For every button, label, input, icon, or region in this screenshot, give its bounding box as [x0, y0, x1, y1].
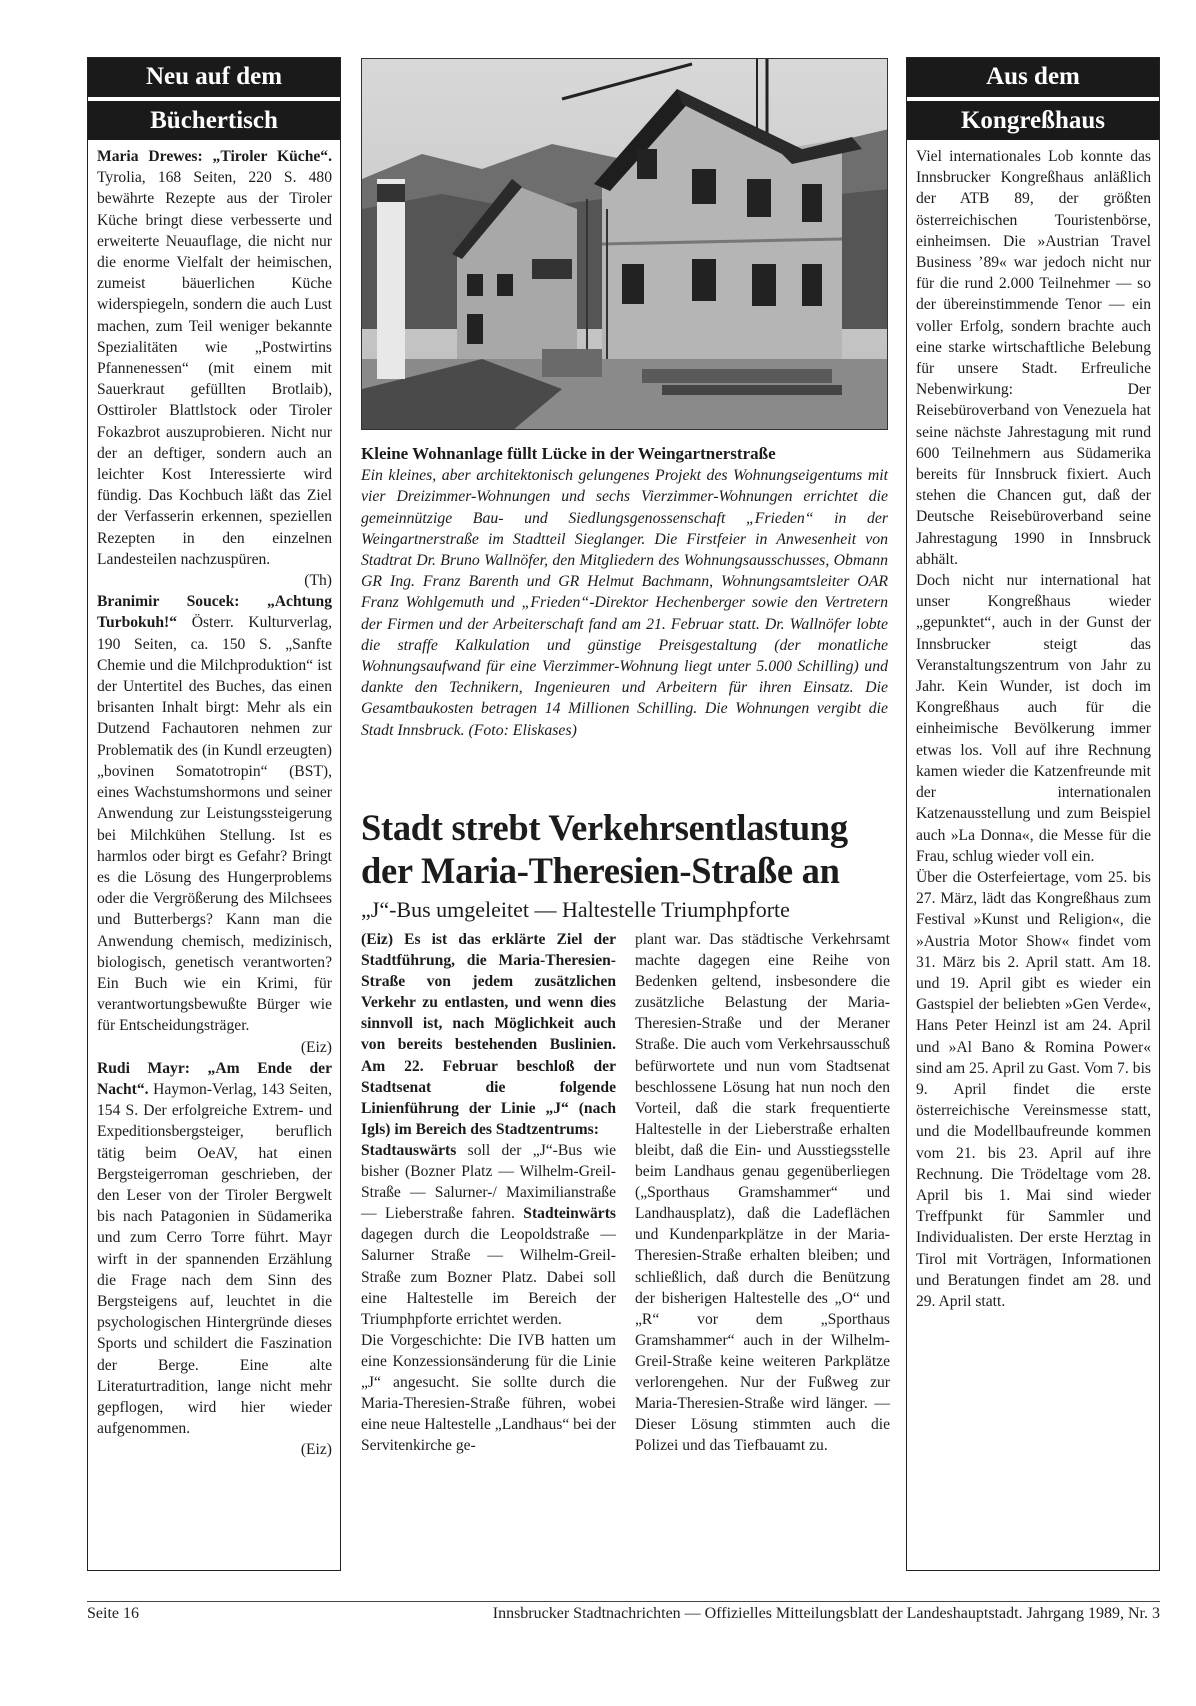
headline-title [361, 806, 888, 892]
kongresshaus-title-line2: Kongreßhaus [960, 107, 1106, 134]
review-lead: Maria Drewes: „Tiroler Küche“. [97, 148, 332, 165]
article-paragraph: plant war. Das städtische Verkehrsamt machte dagegen eine Reihe von Bedenken geltend, insbesondere die zusätzliche Belastung der Maria-Theresien-Straße und der Meraner Straße. Die auch vom Verkehrsausschuß befürwortete und nun vom Stadtsenat beschlossene Lösung hat nun noch den Vorteil, daß die stark frequentierte Haltestelle in der Lieberstraße erhalten bleibt, daß die Ein- und Ausstiegsstelle beim Landhaus genau gegenüberliegen („Sporthaus Gramshammer“ und Landhausplatz), daß die Ladeflächen und Kundenparkplätze in der Maria-Theresien-Straße erhalten bleiben; und schließlich, daß durch die Benützung der bisherigen Haltestelle des „O“ und „R“ vor dem „Sporthaus Gramshammer“ auch in der Wilhelm-Greil-Straße keine weiteren Parkplätze verlorengehen. Nur der Fußweg zur Maria-Theresien-Straße wird länger. — Dieser Lösung stimmten auch die Polizei und das Tiefbauamt zu. [635, 931, 890, 1455]
kongresshaus-header [907, 58, 1159, 140]
review-signature: (Th) [304, 572, 332, 590]
outbound-text: soll der „J“-Bus wie bisher (Bozner Platz — Wilhelm-Greil-Straße — Salurner-/ Maximilianstraße — Lieberstraße fahren. [361, 1141, 616, 1223]
direction-outbound: Stadtauswärts [361, 1141, 457, 1159]
inbound-text: dagegen durch die Leopoldstraße — Salurner Straße — Wilhelm-Greil-Straße zum Bozner Platz. Dabei soll eine Haltestelle im Bereich der Triumphpforte errichtet werden. [361, 1226, 616, 1328]
book-reviews-body [88, 140, 340, 1461]
kongresshaus-title-line1: Aus dem [986, 63, 1080, 90]
article-paragraph: Die Vorgeschichte: Die IVB hatten um eine Konzessionsänderung für die Linie „J“ angesucht. Sie sollte durch die Maria-Theresien-Straße führen, wobei eine neue Haltestelle „Landhaus“ bei der Servitenkirche ge- [361, 1331, 617, 1455]
book-reviews-header [88, 58, 340, 140]
publication-info: Innsbrucker Stadtnachrichten — Offizielles Mitteilungsblatt der Landeshauptstadt. Jahrgang 1989, Nr. 3 [492, 1605, 1160, 1622]
article-paragraph [361, 1140, 616, 1330]
caption-text: Ein kleines, aber architektonisch gelungenes Projekt des Wohnungseigentums mit vier Dreizimmer-Wohnungen und sechs Vierzimmer-Wohnungen errichtet die gemeinnützige Bau- und Siedlungsgenossenschaft „Frieden“ in der Weingartnerstraße im Stadtteil Sieglanger. Die Firstfeier in Anwesenheit von Stadtrat Dr. Bruno Wallnöfer, den Mitgliedern des Wohnungsausschusses, Obmann GR Ing. Franz Barenth und GR Helmut Bachmann, Wohnungsamtsleiter OAR Franz Wohlgemuth und „Frieden“-Direktor Hechenberger sowie den Vertretern der Firmen und der Arbeiterschaft fand am 21. Februar statt. Dr. Wallnöfer lobte die straffe Kalkulation und günstige Preisgestaltung (der monatliche Wohnungsaufwand für eine Vierzimmer-Wohnung liegt unter 5.000 Schilling) und dankte den Technikern, Ingenieuren und Arbeitern für ihren Einsatz. Die Gesamtbaukosten betragen 14 Millionen Schilling. Die Wohnungen vergibt die Stadt Innsbruck. (Foto: Eliskases) [361, 467, 888, 739]
review-entry [97, 1058, 332, 1440]
headline-line2: der Maria-Theresien-Straße an [361, 850, 840, 891]
article-headline [361, 806, 888, 923]
caption-title: Kleine Wohnanlage füllt Lücke in der Weingartnerstraße [361, 444, 776, 463]
building-illustration [362, 59, 888, 430]
kongresshaus-body [907, 140, 1159, 1312]
review-entry [97, 591, 332, 1036]
photo-caption [361, 443, 888, 741]
headline-subtitle: „J“-Bus umgeleitet — Haltestelle Triumphpforte [361, 897, 790, 922]
kongresshaus-paragraph: Viel internationales Lob konnte das Innsbrucker Kongreßhaus anläßlich der ATB 89, der größten österreichischen Touristenbörse, einheimsen. Die »Austrian Travel Business ’89« war jedoch nicht nur für die rund 2.000 Teilnehmer — so der übereinstimmende Tenor — ein voller Erfolg, sondern brachte auch eine starke wirtschaftliche Belebung für unsere Stadt. Erfreuliche Nebenwirkung: Der Reisebüroverband von Venezuela hat seine nächste Jahrestagung mit rund 600 Teilnehmern aus Südamerika bereits für Innsbruck fixiert. Auch stehen die Chancen gut, daß der Deutsche Reisebüroverband seine Jahrestagung 1990 in Innsbruck abhält. [916, 148, 1151, 568]
article-lead [361, 929, 616, 1140]
header-divider [88, 97, 340, 101]
kongresshaus-box [906, 57, 1160, 1571]
kongresshaus-paragraph: Doch nicht nur international hat unser Kongreßhaus wieder „gepunktet“, auch in der Gunst der Innsbrucker steigt das Veranstaltungszentrum von Jahr zu Jahr. Kein Wunder, ist doch im Kongreßhaus auch für die einheimische Bevölkerung immer etwas los. Voll auf ihre Rechnung kamen wieder die Katzenfreunde mit der internationalen Katzenausstellung und zum Beispiel auch »La Donna«, die Messe für die Frau, schlug wieder voll ein. [916, 572, 1151, 865]
book-reviews-box [87, 57, 341, 1571]
article-column-1 [361, 929, 616, 1456]
book-reviews-title-line1: Neu auf dem [145, 63, 283, 90]
construction-photo [361, 58, 888, 430]
review-text: Haymon-Verlag, 143 Seiten, 154 S. Der erfolgreiche Extrem- und Expeditionsbergsteiger, beruflich tätig beim OeAV, hat einen Bergsteigerroman geschrieben, der den Leser von der Tiroler Bergwelt bis nach Patagonien in Südamerika und zum Cerro Torre führt. Mayr wirft in der spannenden Erzählung die Frage nach dem Sinn des Bergsteigens auf, leuchtet in die psychologischen Hintergründe dieses Sports und schildert die Faszination der Berge. Eine alte Literaturtradition, lange nicht mehr gepflogen, wird hier wieder aufgenommen. [97, 1080, 332, 1438]
review-signature: (Eiz) [300, 1038, 332, 1056]
direction-inbound: Stadteinwärts [523, 1205, 616, 1223]
review-text: Tyrolia, 168 Seiten, 220 S. 480 bewährte Rezepte aus der Tiroler Küche bringt diese verbesserte und erweiterte Neuauflage, die nicht nur die enorme Vielfalt der heimischen, zumeist bäuerlichen Küche widerspiegeln, sondern die auch Lust machen, zum Teil weniger bekannte Spezialitäten wie „Postwirtins Pfannenessen“ (mit einem mit Sauerkraut gefüllten Brotlaib), Osttiroler Blattlstock oder Tiroler Fokazbrot auszuprobieren. Nicht nur der an deftiger, sondern auch an leichter Kost Interessierte wird fündig. Das Kochbuch läßt das Ziel der Verfasserin erkennen, speziellen Rezepten in den einzelnen Landesteilen nachzuspüren. [97, 169, 332, 568]
review-text: Österr. Kulturverlag, 190 Seiten, ca. 150 S. „Sanfte Chemie und die Milchproduktion“ ist der Untertitel des Buches, das einen brisanten Inhalt birgt: Mehr als ein Dutzend Fachautoren nehmen zur Problematik des (in Kundl erzeugten) „bovinen Somatotropin“ (BST), eines Wachstumshormons und seiner Anwendung zur Leistungssteigerung bei Milchkühen Stellung. Ist es harmlos oder birgt es Gefahr? Bringt es die Lösung des Hungerproblems oder die Vergrößerung des Milchsees und Butterbergs? Kann man die Anwendung chemisch, medizinisch, biologisch, genetisch verantworten? Ein Buch wie ein Krimi, für verantwortungsbewußte Bürger wie für Entscheidungsträger. [97, 614, 332, 1035]
header-divider [907, 97, 1159, 101]
review-lead: Branimir Soucek: „Achtung Turbokuh!“ [97, 593, 332, 632]
article-column-2 [635, 929, 890, 1456]
headline-line1: Stadt strebt Verkehrsentlastung [361, 807, 848, 848]
review-signature: (Eiz) [300, 1441, 332, 1459]
page-number: Seite 16 [87, 1605, 139, 1622]
kongresshaus-paragraph: Über die Osterfeiertage, vom 25. bis 27. März, lädt das Kongreßhaus zum Festival »Kunst und Religion«, die »Austria Motor Show« findet vom 31. März bis 2. April statt. Am 18. und 19. April gibt es wieder ein Gastspiel der beliebten »Gen Verde«, Hans Peter Heinzl ist am 24. April und »Al Bano & Romina Power« sind am 25. April zu Gast. Vom 7. bis 9. April findet die erste österreichische Vereinsmesse statt, und die Modellbaufreunde kommen vom 21. bis 23. April auf ihre Rechnung. Die Trödeltage vom 28. April bis 1. Mai sind wieder Treffpunkt für Sammler und Individualisten. Der erste Herztag in Tirol mit Vorträgen, Informationen und Beratungen findet am 28. und 29. April statt. [916, 868, 1151, 1310]
footer-divider [87, 1601, 1160, 1602]
review-lead: Rudi Mayr: „Am Ende der Nacht“. [97, 1059, 332, 1098]
book-reviews-title-line2: Büchertisch [150, 107, 278, 134]
article-lead-text: (Eiz) Es ist das erklärte Ziel der Stadtführung, die Maria-Theresien-Straße von jedem zusätzlichen Verkehr zu entlasten, und wenn dies sinnvoll ist, nach Möglichkeit auch von bereits bestehenden Buslinien. Am 22. Februar beschloß der Stadtsenat die folgende Linienführung der Linie „J“ (nach Igls) im Bereich des Stadtzentrums: [361, 931, 616, 1138]
review-entry [97, 146, 332, 570]
